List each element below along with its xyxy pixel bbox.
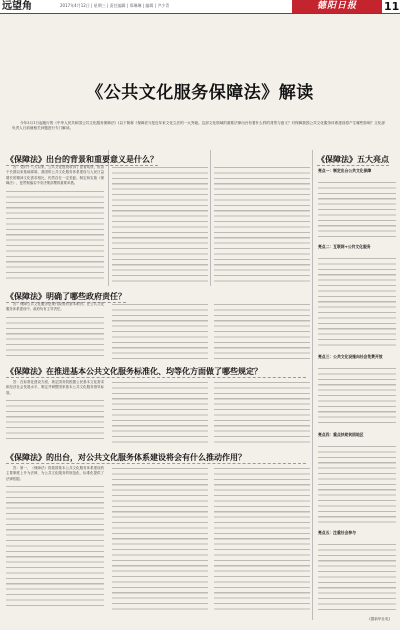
section-lead: 答：在标准化建设方面，规定国务院根据公民基本文化需求和经济社会发展水平，制定并调整国家基本公共文化服务指导标准。	[6, 380, 104, 395]
body-text-lines	[214, 165, 310, 285]
page-number: 11	[384, 0, 400, 13]
body-text-lines	[6, 315, 104, 357]
section-heading: 《保障法》明确了哪些政府责任？	[6, 292, 126, 301]
section-heading: 《保障法》出台的背景和重要意义是什么？	[6, 155, 158, 164]
body-text-lines	[112, 302, 208, 360]
body-text-lines	[318, 542, 396, 614]
body-text-lines	[318, 366, 396, 426]
body-text-lines	[318, 180, 396, 238]
date-line: 2017年4月12日 | 星期三 | 责任编辑 | 郑琳琳 | 编辑 | 尹少青	[60, 3, 170, 8]
page-header	[0, 0, 400, 14]
highlight-title: 亮点一：制定出台公共文化保障	[318, 168, 372, 173]
body-text-lines	[112, 380, 208, 446]
sidebar-heading: 《保障法》五大亮点	[317, 155, 389, 164]
column-divider	[312, 150, 313, 620]
highlight-title: 亮点四：重点扶助贫困地区	[318, 432, 364, 437]
section-body	[6, 380, 104, 446]
section-lead: 答：党的十八大以来，公共文化建设取得了显著成绩，但由于长期以来基础薄弱，我国的公共文化服务体系建设与人民日益增长的精神文化需求相比，仍然存在一定差距。制定和实施《保障法》，是贯彻落实中央决策部署的重要举措。	[6, 165, 104, 186]
body-text-lines	[6, 398, 104, 442]
article-title: 《公共文化服务保障法》解读	[86, 83, 314, 103]
body-text-lines	[112, 165, 208, 285]
body-text-lines	[214, 302, 310, 360]
highlight-title: 亮点五：注重社会参与	[318, 530, 356, 535]
section-heading: 《保障法》在推进基本公共文化服务标准化、均等化方面做了哪些规定？	[6, 366, 306, 378]
masthead-logo: 德阳日报	[292, 0, 382, 13]
body-text-lines	[318, 444, 396, 524]
source-note: (据新华社电)	[369, 617, 390, 621]
highlight-title: 亮点二：互联网+公共文化服务	[318, 244, 371, 249]
body-text-lines	[6, 484, 104, 610]
section-lead: 答：保障公共文化服务是现代政府的基本职责。在公共文化服务体系建设中，政府负有主导责任。	[6, 302, 104, 312]
body-text-lines	[112, 466, 208, 614]
article-intro: 今年3月1日起施行的《中华人民共和国公共文化服务保障法》(以下简称《保障法》)是近年来文化立法的一大突破。这部文化领域的重要法律出台有着什么样的背景与意义？对保障我国公共文化服务体系建设将产生哪些影响？文化部负责人日前就相关问题进行专门解读。	[12, 121, 385, 131]
section-body	[6, 165, 104, 285]
body-text-lines	[214, 380, 310, 446]
body-text-lines	[318, 256, 396, 348]
section-heading: 《保障法》的出台，对公共文化服务体系建设将会有什么推动作用？	[6, 452, 306, 464]
body-text-lines	[214, 466, 310, 614]
body-text-lines	[6, 189, 104, 281]
column-divider	[210, 150, 211, 286]
section-lead: 答：第一，《保障法》将我国基本公共文化服务体系建设的主要制度上升为法律，为公共文化服务的规范化、标准化提供了法律依据。	[6, 466, 104, 481]
column-divider	[108, 150, 109, 286]
section-body	[6, 466, 104, 614]
highlight-title: 亮点三：公共文化设施向社会免费开放	[318, 354, 383, 359]
section-name: 远望角	[2, 1, 32, 12]
section-body	[6, 302, 104, 360]
